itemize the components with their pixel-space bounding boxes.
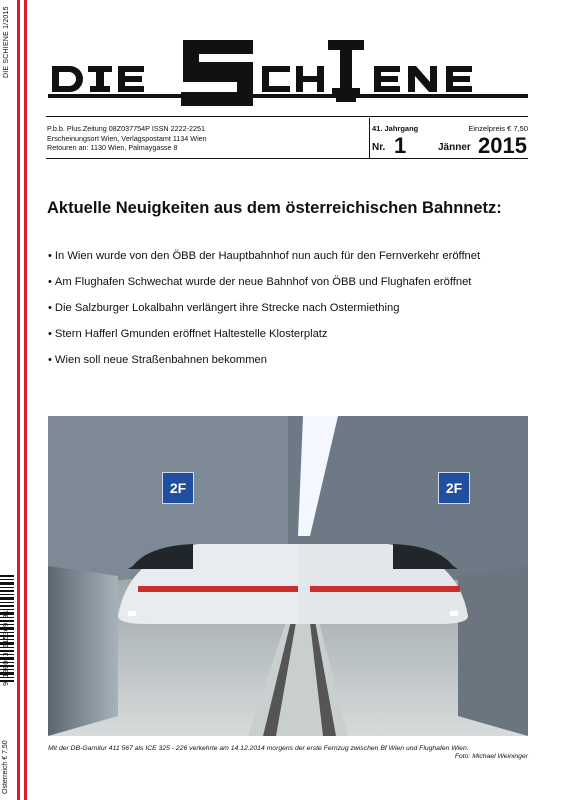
issue-month: Jänner <box>438 142 471 153</box>
platform-sign-left: 2F <box>162 472 194 504</box>
header-rule-bottom <box>46 158 528 159</box>
station-illustration <box>48 416 528 736</box>
spine-price: Österreich € 7,50 <box>2 740 9 794</box>
issue-number: 1 <box>394 133 407 158</box>
list-item: • In Wien wurde von den ÖBB der Hauptbahnhof nun auch für den Fernverkehr eröffnet <box>48 249 480 275</box>
publication-line: Retouren an: 1130 Wien, Palmaygasse 8 <box>47 143 178 153</box>
barcode-digits: 9 190003 015369 01 <box>2 610 10 686</box>
issue-jahrgang: 41. Jahrgang <box>372 124 419 133</box>
spine-title: DIE SCHIENE 1/2015 <box>3 6 10 78</box>
platform-sign-right: 2F <box>438 472 470 504</box>
masthead-logo <box>48 30 528 110</box>
issue-number-label: Nr. <box>372 142 386 153</box>
photo-credit: Foto: Michael Weininger <box>454 753 528 760</box>
issue-price: Einzelpreis € 7,50 <box>468 124 528 133</box>
issue-year: 2015 <box>478 133 527 158</box>
list-item: • Stern Hafferl Gmunden eröffnet Haltestelle Klosterplatz <box>48 327 480 353</box>
list-item: • Wien soll neue Straßenbahnen bekommen <box>48 353 480 379</box>
photo-caption: Mit der DB-Garnitur 411 567 als ICE 325 - 226 verkehrte am 14.12.2014 morgens der erste Fernzug zwischen Bf Wien und Flughafen Wien. <box>48 745 469 752</box>
list-item: • Die Salzburger Lokalbahn verlängert ihre Strecke nach Ostermiething <box>48 301 480 327</box>
publication-line: P.b.b. Plus.Zeitung 08Z037754P ISSN 2222-2251 <box>47 124 205 133</box>
list-item: • Am Flughafen Schwechat wurde der neue Bahnhof von ÖBB und Flughafen eröffnet <box>48 275 480 301</box>
header-rule-top <box>46 116 528 117</box>
publication-line: Erscheinungsort Wien, Verlagspostamt 1134 Wien <box>47 133 207 143</box>
news-list <box>48 249 480 379</box>
cover-photo <box>48 416 528 736</box>
publication-info <box>47 124 207 153</box>
cover-headline: Aktuelle Neuigkeiten aus dem österreichischen Bahnnetz: <box>47 199 502 217</box>
